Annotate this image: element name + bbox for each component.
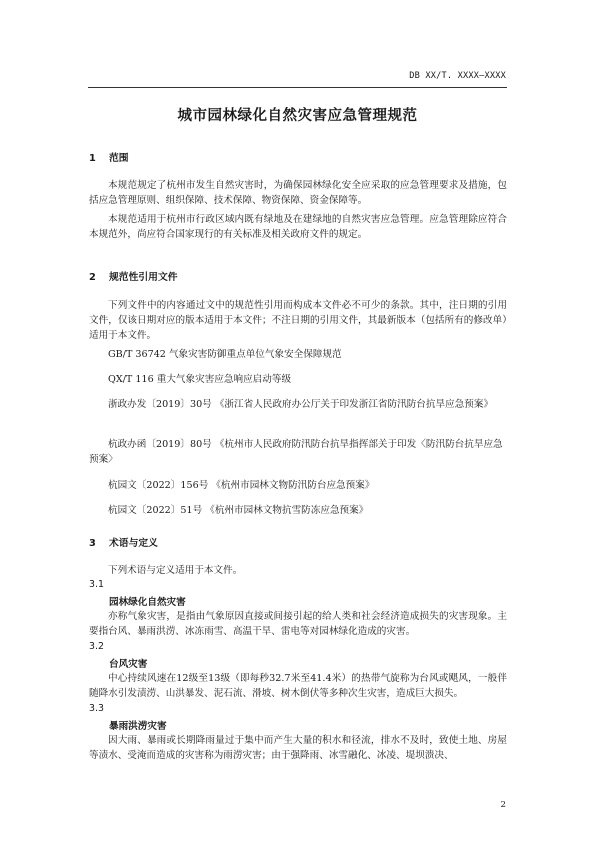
term-name: 暴雨洪涝灾害: [109, 721, 167, 732]
term-definition: 中心持续风速在12级至13级（即每秒32.7米至41.4米）的热带气旋称为台风或飓风，一般伴随降水引发渍涝、山洪暴发、泥石流、滑坡、树木倒伏等多种次生灾害，造成巨大损失。: [89, 673, 507, 699]
reference-item: 杭政办函〔2019〕80号 《杭州市人民政府防汛防台抗旱指挥部关于印发〈防汛防台抗旱应急预案〉: [89, 439, 503, 465]
term-definition: 亦称气象灾害，是指由气象原因直接或间接引起的给人类和社会经济造成损失的灾害现象。主要指台风、暴雨洪涝、冰冻雨雪、高温干旱、雷电等对园林绿化造成的灾害。: [89, 611, 507, 637]
term-definition: 因大雨、暴雨或长期降雨量过于集中而产生大量的积水和径流，排水不及时，致使土地、房屋等渍水、受淹而造成的灾害称为雨涝灾害；由于强降雨、冰雪融化、冰凌、堤坝溃决、: [89, 735, 507, 761]
reference-item: GB/T 36742 气象灾害防御重点单位气象安全保障规范: [108, 349, 342, 360]
paragraph: 下列术语与定义适用于本文件。: [108, 565, 243, 576]
reference-item: 杭园文〔2022〕156号 《杭州市园林文物防汛防台应急预案》: [108, 480, 375, 491]
reference-item: 杭园文〔2022〕51号 《杭州市园林文物抗雪防冻应急预案》: [108, 505, 369, 516]
term-number: 3.1: [89, 579, 104, 590]
term-number: 3.2: [89, 641, 104, 652]
section-heading-scope: [89, 150, 129, 164]
section-title: 范围: [109, 153, 129, 164]
document-title: 城市园林绿化自然灾害应急管理规范: [177, 108, 418, 124]
header-divider: [88, 87, 507, 88]
term-name: 台风灾害: [109, 659, 148, 670]
page-number: 2: [500, 800, 506, 810]
section-title: 规范性引用文件: [109, 272, 178, 283]
section-heading-normative-references: [89, 269, 178, 283]
paragraph: 本规范规定了杭州市发生自然灾害时，为确保园林绿化安全应采取的应急管理要求及措施，包括应急管理原则、组织保障、技术保障、物资保障、资金保障等。: [89, 180, 507, 206]
section-number: 3: [89, 538, 96, 549]
reference-item: 浙政办发〔2019〕30号 《浙江省人民政府办公厅关于印发浙江省防汛防台抗旱应急预案》: [108, 399, 494, 410]
section-number: 2: [89, 272, 96, 283]
paragraph: 本规范适用于杭州市行政区域内既有绿地及在建绿地的自然灾害应急管理。应急管理除应符合本规范外，尚应符合国家现行的有关标准及相关政府文件的规定。: [89, 214, 507, 240]
reference-item: QX/T 116 重大气象灾害应急响应启动等级: [108, 374, 292, 385]
term-name: 园林绿化自然灾害: [109, 597, 186, 608]
section-heading-terms: [89, 535, 158, 549]
section-title: 术语与定义: [109, 538, 158, 549]
section-number: 1: [89, 153, 96, 164]
paragraph: 下列文件中的内容通过文中的规范性引用而构成本文件必不可少的条款。其中，注日期的引用文件，仅该日期对应的版本适用于本文件；不注日期的引用文件，其最新版本（包括所有的修改单）适用于本文件。: [89, 300, 507, 341]
standard-code: DB XX/T. XXXX—XXXX: [409, 71, 506, 81]
term-number: 3.3: [89, 703, 104, 714]
